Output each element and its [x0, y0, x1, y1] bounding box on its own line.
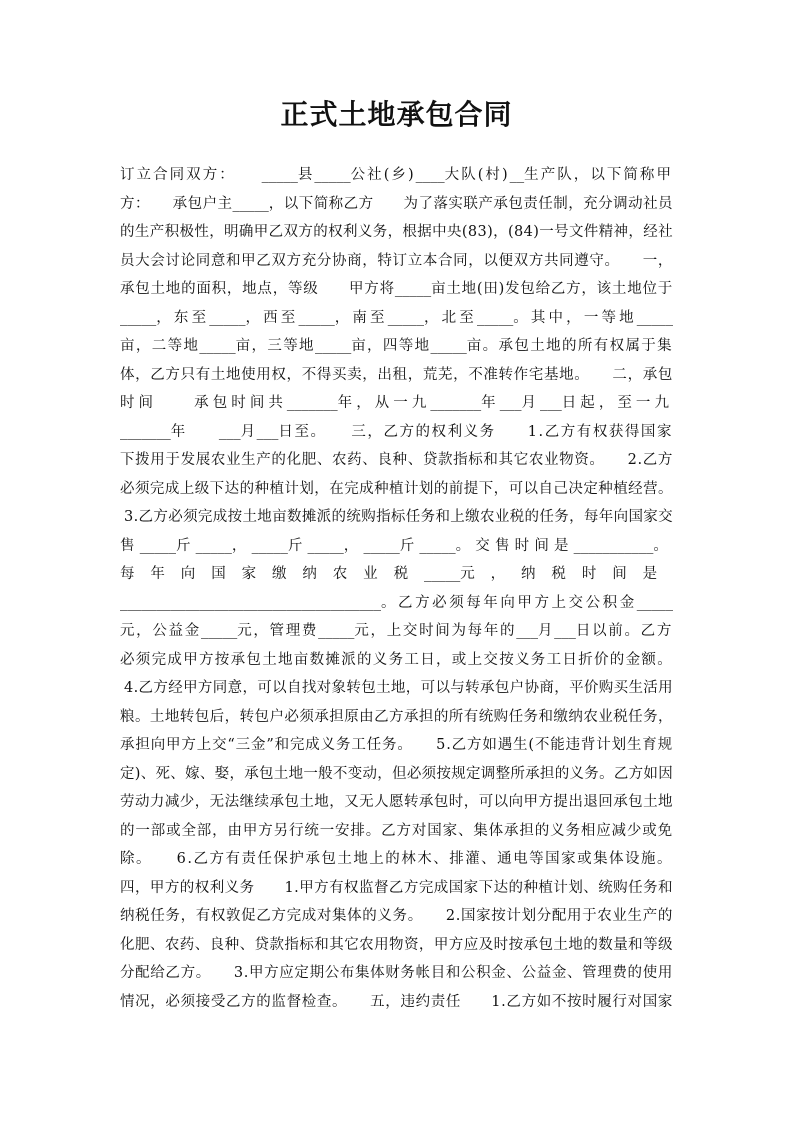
contract-line-text: 亩，二等地_____亩，三等地_____亩，四等地_____亩。承包土地的所有权属于集 [120, 338, 674, 354]
contract-line-text: 承担向甲方上交“三金”和完成义务工任务。 5.乙方如遇生(不能违背计划生育规 [120, 737, 673, 753]
blank-field: _____ [314, 338, 352, 354]
contract-line [120, 788, 673, 817]
blank-field: ___ [499, 395, 522, 411]
contract-line [120, 389, 673, 418]
contract-line [120, 161, 673, 190]
contract-line [120, 674, 673, 703]
blank-field: _____ [251, 537, 288, 554]
contract-line [120, 845, 673, 874]
blank-field: _____ [387, 309, 424, 326]
blank-field: _____ [261, 167, 298, 183]
contract-line [120, 190, 673, 219]
contract-line-text: 每年向国家缴纳农业税_____元，纳税时间是 [120, 566, 674, 582]
blank-field: _____ [430, 338, 467, 354]
contract-line [120, 304, 673, 333]
contract-line [120, 532, 673, 561]
blank-field: ___ [540, 395, 562, 411]
blank-field: _____ [314, 167, 351, 183]
contract-line-text: 售_____斤_____，_____斤_____，_____斤_____。交售时间是___________。 [120, 537, 674, 554]
contract-line [120, 902, 673, 931]
contract-line [120, 646, 673, 675]
blank-field: _______ [430, 395, 482, 411]
contract-line-text: 必须完成甲方按承包土地亩数摊派的义务工日，或上交按义务工日折价的金额。 [120, 651, 673, 668]
contract-line-text: _______年 ___月___日至。 三，乙方的权利义务 1.乙方有权获得国家 [120, 423, 674, 440]
contract-line-text: 订立合同双方： _____县_____公社(乡)____大队(村)__生产队，以下简称甲 [120, 167, 674, 183]
contract-line-text: 的生产积极性，明确甲乙双方的权利义务，根据中央(83)，(84)一号文件精神，经社 [120, 224, 673, 240]
contract-line [120, 475, 673, 504]
contract-line-text: 下拨用于发展农业生产的化肥、农药、良种、贷款指标和其它农业物资。 2.乙方 [120, 452, 673, 468]
blank-field: _____ [195, 537, 232, 554]
contract-line-text: 员大会讨论同意和甲乙双方充分协商，特订立本合同，以便双方共同遵守。 一， [120, 252, 673, 269]
contract-line-text: 化肥、农药、良种、贷款指标和其它农用物资，甲方应及时按承包土地的数量和等级 [120, 936, 673, 953]
contract-line [120, 988, 673, 1017]
contract-line [120, 931, 673, 960]
contract-line [120, 503, 673, 532]
contract-line [120, 760, 673, 789]
contract-line [120, 361, 673, 390]
blank-field: _____ [419, 537, 456, 554]
blank-field: _____ [120, 309, 157, 326]
contract-line-text: 时间 承包时间共_______年，从一九_______年___月___日起，至一九 [120, 395, 674, 411]
contract-line-text: 3.乙方必须完成按土地亩数摊派的统购指标任务和上缴农业税的任务，每年向国家交 [124, 509, 673, 525]
blank-field: _____ [209, 309, 246, 326]
blank-field: ___ [218, 423, 241, 440]
page-title: 正式土地承包合同 [280, 98, 513, 131]
blank-field: ___________ [573, 537, 654, 554]
blank-field: _____ [476, 309, 514, 326]
blank-field: _____ [363, 537, 400, 554]
blank-field: _______ [120, 423, 171, 440]
blank-field: __ [509, 167, 525, 183]
contract-line-text: 承包土地的面积，地点，等级 甲方将_____亩土地(田)发包给乙方，该土地位于 [120, 281, 673, 297]
contract-line-text: 定)、死、嫁、娶，承包土地一般不变动，但必须按规定调整所承担的义务。乙方如因 [120, 765, 673, 782]
blank-field: _____ [200, 623, 238, 639]
contract-line [120, 703, 673, 732]
blank-field: ____ [415, 167, 445, 183]
contract-line-text: 四，甲方的权利义务 1.甲方有权监督乙方完成国家下达的种植计划、统购任务和 [120, 879, 673, 896]
contract-line [120, 247, 673, 276]
blank-field: ___ [516, 623, 538, 639]
blank-field: _____ [139, 537, 176, 554]
contract-line-text: 纳税任务，有权敦促乙方完成对集体的义务。 2.国家按计划分配用于农业生产的 [120, 908, 673, 924]
contract-line-text: 元，公益金_____元，管理费_____元，上交时间为每年的___月___日以前。乙方 [120, 623, 674, 639]
blank-field: ___ [554, 623, 576, 639]
contract-line-text: 体，乙方只有土地使用权，不得买卖，出租，荒芜，不准转作宅基地。 二，承包 [120, 366, 673, 383]
blank-field: ___ [256, 423, 279, 440]
blank-field: _____ [636, 309, 674, 326]
contract-line-text: 粮。土地转包后，转包户必须承担原由乙方承担的所有统购任务和缴纳农业税任务， [120, 708, 673, 725]
contract-line-text: 4.乙方经甲方同意，可以自找对象转包土地，可以与转承包户协商，平价购买生活用 [124, 680, 673, 696]
contract-line [120, 332, 673, 361]
contract-line-text: ____________________________________。乙方必须每年向甲方上交公积金_____ [120, 594, 673, 611]
contract-line-text: 情况，必须接受乙方的监督检查。 五，违约责任 1.乙方如不按时履行对国家 [120, 993, 673, 1010]
contract-line [120, 275, 673, 304]
contract-line [120, 218, 673, 247]
blank-field: _____ [307, 537, 344, 554]
contract-line [120, 560, 673, 589]
blank-field: _____ [423, 566, 461, 582]
blank-field: _____ [636, 594, 673, 611]
contract-body [120, 161, 673, 1016]
contract-line [120, 446, 673, 475]
contract-line [120, 589, 673, 618]
blank-field: ____________________________________ [120, 594, 381, 611]
contract-line [120, 874, 673, 903]
contract-line [120, 617, 673, 646]
contract-line-text: 方： 承包户主_____，以下简称乙方 为了落实联产承包责任制，充分调动社员 [120, 195, 674, 212]
contract-line [120, 418, 673, 447]
blank-field: _______ [286, 395, 338, 411]
blank-field: _____ [232, 195, 269, 212]
contract-line-text: 劳动力减少，无法继续承包土地，又无人愿转承包时，可以向甲方提出退回承包土地 [120, 794, 673, 810]
contract-line-text: 必须完成上级下达的种植计划，在完成种植计划的前提下，可以自己决定种植经营。 [120, 480, 673, 497]
contract-line [120, 959, 673, 988]
contract-line-text: 的一部或全部，由甲方另行统一安排。乙方对国家、集体承担的义务相应减少或免 [120, 822, 673, 839]
blank-field: _____ [318, 623, 355, 639]
contract-line-text: 分配给乙方。 3.甲方应定期公布集体财务帐目和公积金、公益金、管理费的使用 [120, 965, 673, 981]
contract-line [120, 817, 673, 846]
blank-field: _____ [394, 281, 432, 297]
contract-line [120, 731, 673, 760]
contract-line-text: _____，东至_____，西至_____，南至_____，北至_____。其中，一等地_____ [120, 309, 674, 326]
contract-line-text: 除。 6.乙方有责任保护承包土地上的林木、排灌、通电等国家或集体设施。 [120, 851, 673, 867]
blank-field: _____ [298, 309, 335, 326]
blank-field: _____ [199, 338, 236, 354]
